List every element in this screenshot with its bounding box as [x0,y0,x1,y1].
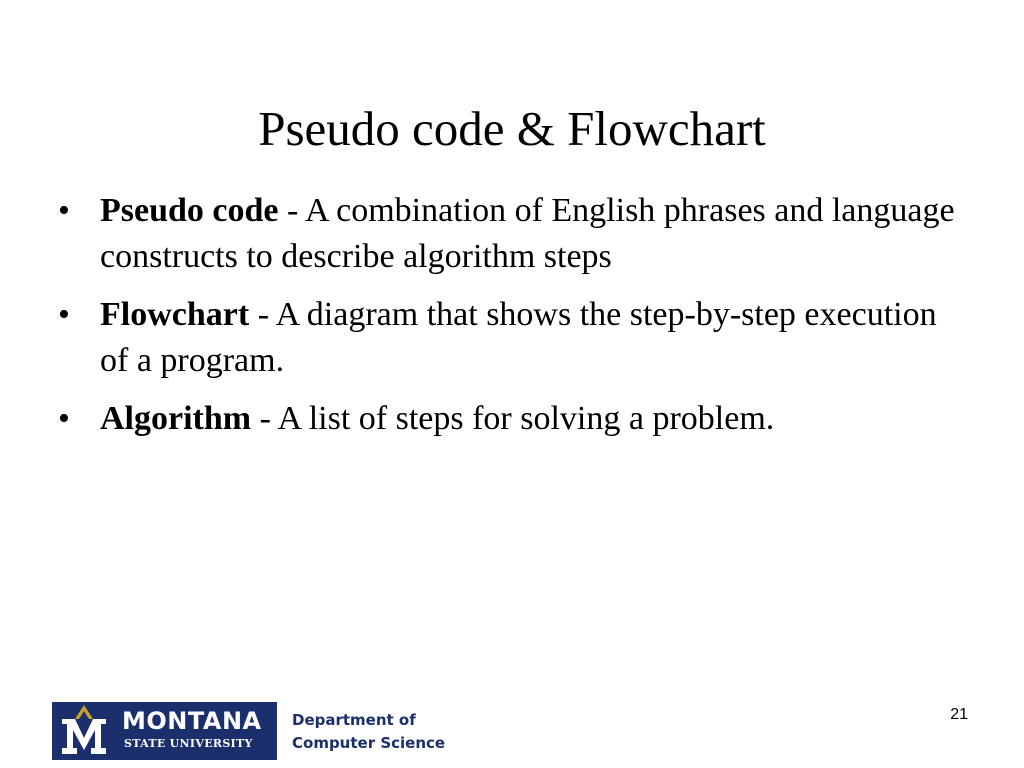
bullet-list [58,188,968,454]
bullet-icon: • [58,296,70,333]
bullet-term: Pseudo code [100,192,279,229]
bullet-term: Flowchart [100,296,250,333]
bullet-text: - A diagram that shows the step-by-step execution of a program. [100,296,937,379]
slide-title: Pseudo code & Flowchart [258,100,766,156]
bullet-text: - A combination of English phrases and language constructs to describe algorithm steps [100,192,955,275]
msu-cs-logo [52,702,462,760]
bullet-pseudo-code [58,188,968,280]
department-line-2: Computer Science [292,734,446,752]
logo-block [52,702,277,760]
bullet-flowchart [58,292,968,384]
department-line-1: Department of [292,711,416,729]
logo-state-university-text: STATE UNIVERSITY [124,737,253,750]
bullet-term: Algorithm [100,400,252,437]
bullet-algorithm [58,396,968,442]
logo-montana-text: MONTANA [122,707,262,735]
bullet-text: - A list of steps for solving a problem. [251,400,775,437]
bullet-icon: • [58,400,70,437]
page-number: 21 [950,706,968,723]
montana-m-icon [56,702,112,760]
bullet-icon: • [58,192,70,229]
